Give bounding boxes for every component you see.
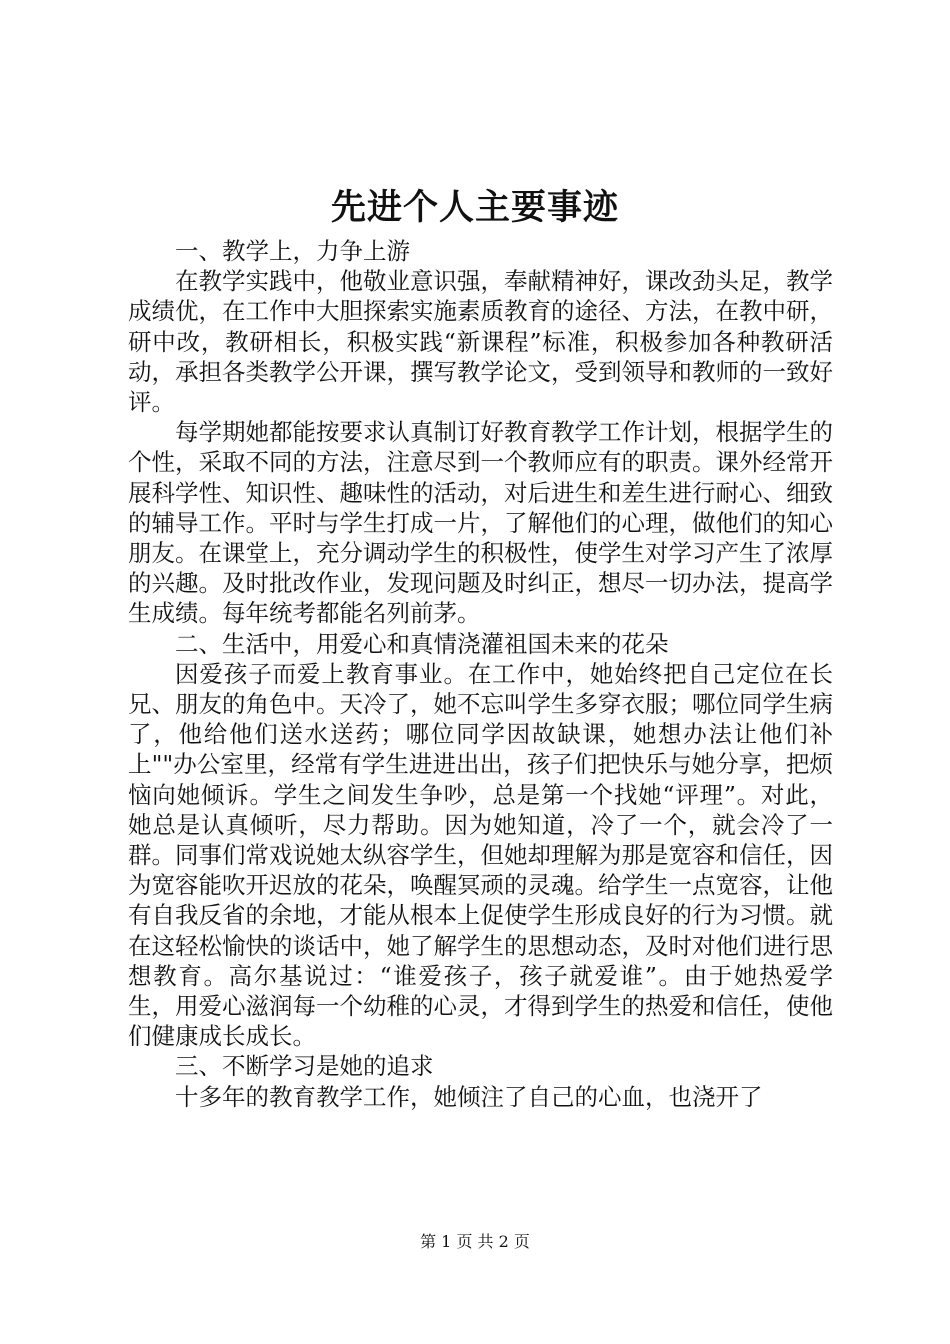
paragraph-decade-teaching: 十多年的教育教学工作，她倾注了自己的心血，也浇开了: [175, 1082, 763, 1111]
section-heading-teaching: 一、教学上，力争上游: [175, 237, 410, 265]
document-body: [128, 236, 833, 1112]
paragraph-semester-plan: 每学期她都能按要求认真制订好教育教学工作计划，根据学生的个性，采取不同的方法，注意尽到一个教师应有的职责。课外经常开展科学性、知识性、趣味性的活动，对后进生和差生进行耐心、细致的辅导工作。平时与学生打成一片，了解他们的心理，做他们的知心朋友。在课堂上，充分调动学生的积极性，使学生对学习产生了浓厚的兴趣。及时批改作业，发现问题及时纠正，想尽一切办法，提高学生成绩。每年统考都能名列前茅。: [128, 418, 833, 628]
paragraph-love-students: 因爱孩子而爱上教育事业。在工作中，她始终把自己定位在长兄、朋友的角色中。天冷了，她不忘叫学生多穿衣服；哪位同学生病了，他给他们送水送药；哪位同学因故缺课，她想办法让他们补上""办公室里，经常有学生进进出出，孩子们把快乐与她分享，把烦恼向她倾诉。学生之间发生争吵，总是第一个找她“评理”。对此，她总是认真倾听，尽力帮助。因为她知道，冷了一个，就会冷了一群。同事们常戏说她太纵容学生，但她却理解为那是宽容和信任，因为宽容能吹开迟放的花朵，唤醒冥顽的灵魂。给学生一点宽容，让他有自我反省的余地，才能从根本上促使学生形成良好的行为习惯。就在这轻松愉快的谈话中，她了解学生的思想动态，及时对他们进行思想教育。高尔基说过：“谁爱孩子，孩子就爱谁”。由于她热爱学生，用爱心滋润每一个幼稚的心灵，才得到学生的热爱和信任，使他们健康成长成长。: [128, 659, 833, 1051]
document-title: 先进个人主要事迹: [330, 187, 619, 228]
section-heading-life: 二、生活中，用爱心和真情浇灌祖国未来的花朵: [175, 629, 669, 658]
page-footer: 第 1 页 共 2 页: [420, 1232, 530, 1251]
section-heading-learning: 三、不断学习是她的追求: [175, 1052, 434, 1081]
paragraph-teaching-practice: 在教学实践中，他敬业意识强，奉献精神好，课改劲头足，教学成绩优，在工作中大胆探索实施素质教育的途径、方法，在教中研，研中改，教研相长，积极实践“新课程”标准，积极参加各种教研活动，承担各类教学公开课，撰写教学论文，受到领导和教师的一致好评。: [128, 267, 833, 417]
